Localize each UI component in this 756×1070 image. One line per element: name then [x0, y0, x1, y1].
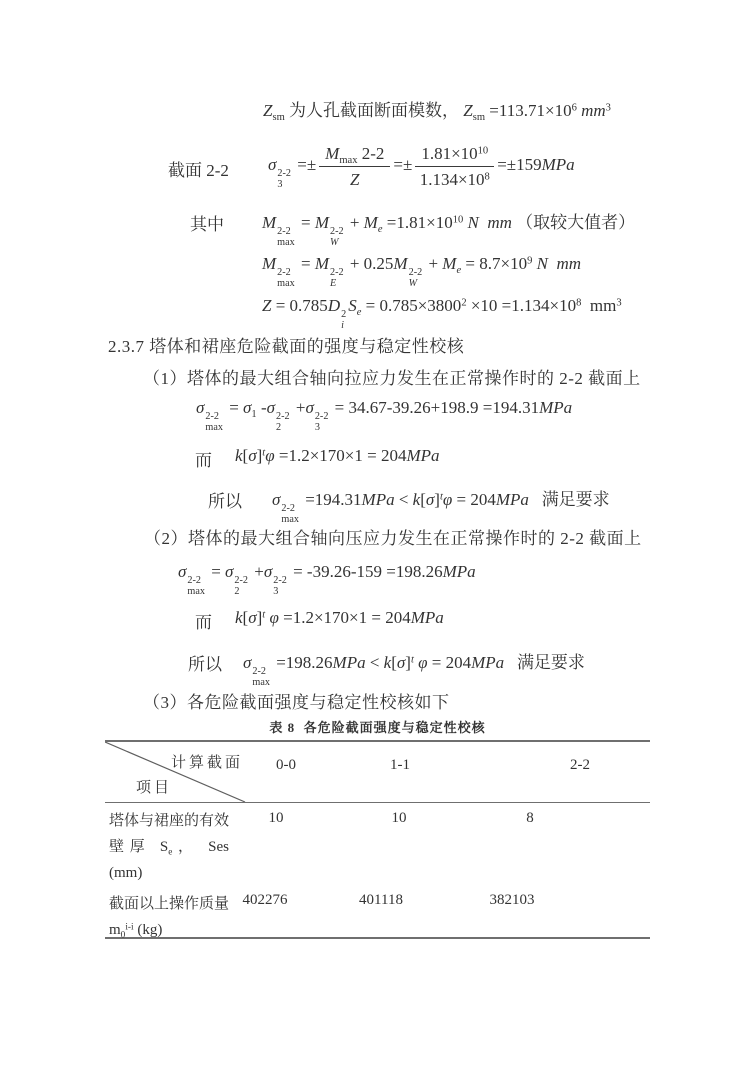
table-8-header	[105, 742, 650, 803]
among-label: 其中	[190, 215, 224, 234]
formula-sigma-max-tension: σ 2-2 max = $\sigma_1$ -σ 2-2 2 +σ 2-2 3 = 34.67-39.26+198.9 =194.31MPa	[196, 398, 573, 434]
table-8-title: 表 8 各危险截面强度与稳定性校核	[269, 720, 486, 735]
cell-value: 401118	[359, 892, 403, 908]
table-row-wall-thickness	[105, 802, 650, 887]
suoyi-label-1: 所以	[208, 492, 242, 511]
formula-sigma3: σ 2-2 3 =± $\frac{M_{max} 2-2}{Z}$ =± $\frac{1.81\times 10^{10}}{1.134\times 10^8}$ =±159MPa	[268, 144, 575, 191]
er-label-2: 而	[195, 613, 212, 632]
formula-check-1: σ 2-2 max $=194.31MPa < k[\sigma]^t\varphi = 204MPa$ 满足要求	[272, 490, 610, 526]
formula-allowable-1: $k[\sigma]^t\varphi =1.2\times 170\times 1 = 204MPa$	[235, 446, 440, 465]
row-label: 截面以上操作质量 $m_0^{i-i}$ (kg)	[109, 896, 230, 941]
cell-value: 402276	[242, 892, 288, 908]
formula-line-zsm: $Z_{sm}$ 为人孔截面断面模数， $Z_{sm} =113.71\times 10^6$ $mm^3$	[263, 101, 611, 124]
cell-value: 10	[391, 810, 407, 826]
item-3-text: （3）各危险截面强度与稳定性校核如下	[143, 693, 450, 712]
table-8	[105, 740, 650, 939]
heading-2-3-7: 2.3.7 塔体和裙座危险截面的强度与稳定性校核	[108, 337, 465, 356]
formula-z-modulus: Z = 0.785D 2 i $S_e = 0.785\times 3800^2 \times 10 =1.134\times 10^8$ $mm^3$	[262, 296, 622, 332]
cell-value: 382103	[489, 892, 535, 908]
column-header-1-1: 1-1	[390, 757, 410, 773]
suoyi-label-2: 所以	[188, 655, 222, 674]
er-label-1: 而	[195, 451, 212, 470]
cell-value: 8	[526, 810, 534, 826]
corner-label-top: 计算截面	[171, 755, 244, 771]
item-2-text: （2）塔体的最大组合轴向压应力发生在正常操作时的 2-2 截面上	[144, 529, 642, 548]
formula-sigma-max-compression: σ 2-2 max = σ 2-2 2 +σ 2-2 3 = -39.26-159 =198.26MPa	[178, 562, 476, 598]
formula-allowable-2: $k[\sigma]^t$ φ =1.2×170×1 = 204MPa	[235, 608, 444, 627]
column-header-0-0: 0-0	[276, 757, 296, 773]
cell-value: 10	[268, 810, 284, 826]
table-row-operating-mass	[105, 887, 650, 941]
section-2-2-label: 截面 2-2	[168, 161, 229, 180]
item-1-text: （1）塔体的最大组合轴向拉应力发生在正常操作时的 2-2 截面上	[143, 369, 641, 388]
formula-mmax-wind: M 2-2 max = M 2-2 W + $M_e =1.81\times 10^{10}$ N mm （取较大值者）	[262, 213, 636, 249]
formula-mmax-seismic: M 2-2 max = M 2-2 E + 0.25M 2-2 W + $M_e = 8.7\times 10^9$ N mm	[262, 254, 581, 290]
row-label: 塔体与裙座的有效壁厚 $S_e$， Ses (mm)	[109, 813, 230, 881]
corner-label-bottom: 项目	[136, 780, 173, 796]
formula-check-2: σ 2-2 max $=198.26MPa < k[\sigma]^t$ φ = 204MPa 满足要求	[243, 653, 585, 689]
column-header-2-2: 2-2	[570, 757, 590, 773]
